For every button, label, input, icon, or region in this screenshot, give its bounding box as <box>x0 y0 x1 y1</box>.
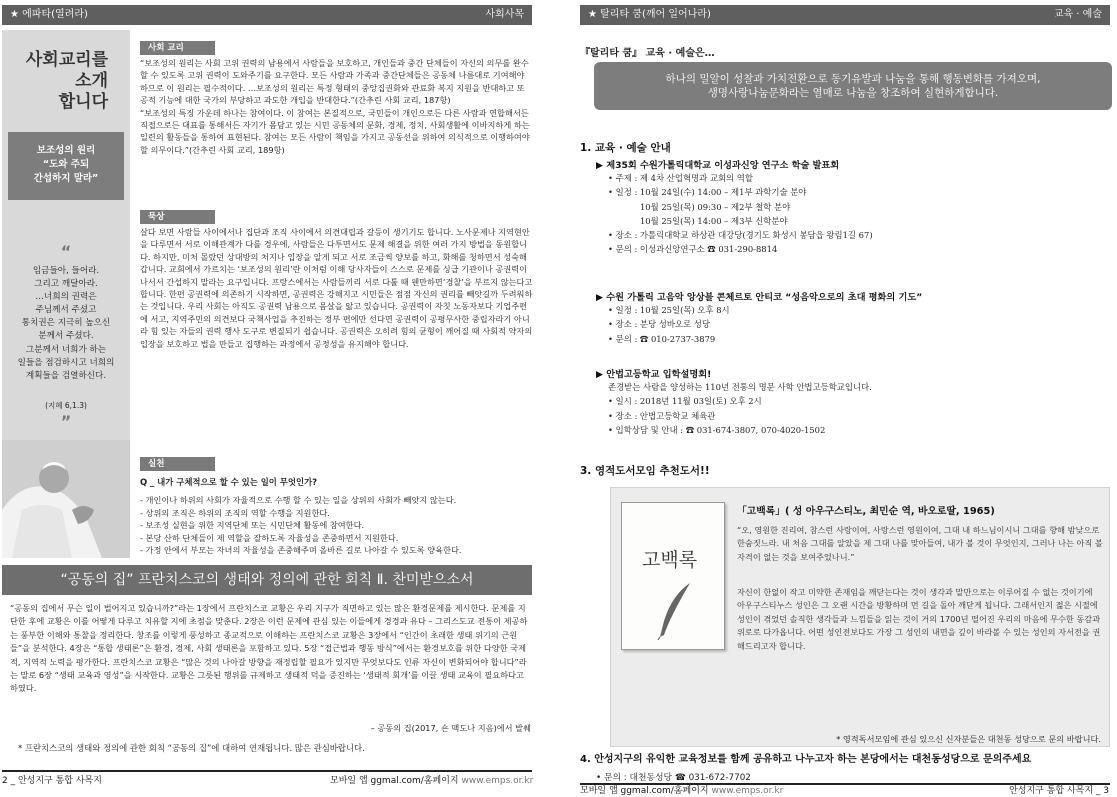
sidebar <box>2 30 130 558</box>
left-page <box>0 0 545 797</box>
laudato-si-note: * 프란치스코의 생태와 정의에 관한 회칙 “공동의 집”에 대하여 연재됩니다. 많은 관심바랍니다. <box>18 743 365 753</box>
practice-item: - 개인이나 하위의 사회가 자율적으로 수행 할 수 있는 일을 상위의 사회가 빼앗지 않는다. <box>140 495 457 505</box>
book-note: * 영적독서모임에 관심 있으신 신자분들은 대천동 성당으로 문의 바랍니다. <box>836 734 1101 744</box>
event-title: ▶ 제35회 수원가톨릭대학교 이성과신앙 연구소 학술 발표회 <box>596 160 840 171</box>
footer-web-prefix: 모바일 앱 ggmal.com/홈페이지 <box>330 776 459 786</box>
quote-open-mark: “ <box>60 242 72 261</box>
book-cover-title: 고백록 <box>642 549 698 571</box>
footer-web-url[interactable]: www.emps.or.kr <box>711 786 784 796</box>
section4-contact: • 문의 : 대천동성당 ☎ 031-672-7702 <box>596 773 751 783</box>
event-details: 존경받는 사람을 양성하는 110년 전통의 명문 사학 안법고등학교입니다. • 일시 : 2018년 11월 03일(토) 오후 2시 • 장소 : 안법고등학교 체육관 • 입학상담 및 안내 : ☎ 031-674-3807, 070-4020-1502 <box>608 382 872 435</box>
laudato-si-text: “공동의 집에서 무슨 일이 벌어지고 있습니까?”라는 1장에서 프란치스코 교황은 우리 지구가 직면하고 있는 많은 환경문제를 제시한다. 문제를 지단한 후에 교황은 이를 어떻게 다루고 치유할 지에 초점을 맞춘다. 2장은 이런 문제에 관심 있는 이들에게 경경과 유다 – 그리스도교 전통이 제공하는 풍부한 이해와 통찰을 정리한다. 창조를 이렇게 풍성하고 종교적으로 이해하는 프란치스코 교황은 3장에서 “인간이 초래한 생태 위기의 근원들”을 분석한다. 4장은 “통합 생태론”은 환경, 경제, 사회 생태론을 포함하고 있다. 5장 “접근법과 행동 방식”에서는 환경보호를 위한 다양한 국제적, 지역적 노력을 평가한다. 프란치스코 교황은 “많은 것의 나아갈 방향을 재정립할 필요가 있지만 무엇보다도 인류 자신이 변화되어야 합니다”라는 말로 6장 “생태 교육과 영성”을 시작한다. 교황은 그릇된 행위를 규제하고 생태적 덕을 증진하는 ‘생태적 회개’를 이끌 생태 교육이 필요하다고 하였다. <box>10 603 528 694</box>
mission-banner: 하나의 밀알이 성찰과 가치전환으로 동기유발과 나눔을 통해 행동변화를 가져오며, 생명사랑나눔문화라는 열매로 나눔을 창조하여 실현하게합니다. <box>594 62 1112 110</box>
footer-rule <box>2 770 532 772</box>
section1-heading: 1. 교육 · 예술 안내 <box>580 142 671 154</box>
book-body: 자신이 한없이 작고 미약한 존재임을 깨닫는다는 것이 생각과 말만으로는 이루어질 수 없는 것이기에 아우구스티누스 성인은 그 오랜 시간을 방황하며 먼 길을 돌아 깨닫게 됩니다. 그래서인지 젊은 시절에 성인이 겪었던 솔직한 생각들과 느낌들을 읽는 것이 거의 1700년 떨어진 우리의 마음에 무수한 동감과 위로로 다가옵니다. 어떤 성인전보다도 가장 그 성인의 내면을 깊이 바라볼 수 있는 성인의 자서전을 권해드리고자 합니다. <box>737 587 1101 651</box>
right-footer-page: 안성지구 통합 사목지 _ 3 <box>1009 786 1109 796</box>
sidebar-quote-ref: (지혜 6,1.3) <box>45 401 87 410</box>
social-teaching-text: “보조성의 원리는 사회 고위 권력의 남용에서 사람들을 보호하고, 개인들과 중간 단체들이 자신의 의무를 완수할 수 있도록 고위 권력이 도와주기를 요구한다. 모든 사람과 가족과 중간단체들은 공동체 나름대로 기여해야 하므로 이 원리는 필수적이다. …보조성의 원리는 특정 형태의 중앙집권화와 관료화 복지 지원을 반대하고 또 공적 기능에 대한 국가의 부당하고 과도한 개입을 반대한다.”(간추린 사회 교리, 187항) “보조성의 특징 가운데 하나는 참여이다. 이 참여는 본질적으로, 국민들이 개인으로든 다른 사람과 연합해서든 직접으로든 대표를 통해서든 자기가 몸담고 있는 시민 공동체의 문화, 경제, 정치, 사회생활에 이바지하게 하는 일련의 활동들을 통하여 표현된다. 참여는 모든 사람이 책임을 가지고 공동선을 위하여 의식적으로 이행하여야 할 의무이다.”(간추린 사회 교리, 189항) <box>140 58 530 155</box>
right-header-title: ★ 탈리타 쿰(깨어 일어나라) <box>588 9 711 20</box>
section4-heading: 4. 안성지구의 유익한 교육정보를 함께 공유하고 나누고자 하는 본당에서는 대천동성당으로 문의주세요 <box>580 754 1032 765</box>
right-footer-web <box>580 785 783 797</box>
right-page-header <box>580 5 1110 25</box>
laudato-si-source: – 공동의 집(2017, 숀 맥도나 지음)에서 발췌 <box>370 723 531 733</box>
left-footer-web <box>330 775 533 787</box>
footer-web-prefix: 모바일 앱 ggmal.com/홈페이지 <box>580 786 709 796</box>
event-title: ▶ 수원 가톨릭 고음악 앙상블 콘체르토 안티코 “성음악으로의 초대 평화의 기도” <box>596 292 923 303</box>
event-details: • 일정 : 10월 25일(목) 오후 8시 • 장소 : 분당 성바오로 성당 • 문의 : ☎ 010-2737-3879 <box>608 305 730 344</box>
practice-item: - 상위의 조직은 하위의 조직의 역할 수행을 지원한다. <box>140 507 330 518</box>
left-header-section: 사회사목 <box>485 9 524 20</box>
principle-box: 보조성의 원리 “도와 주되 간섭하지 말라” <box>8 132 124 200</box>
quote-close-mark: ” <box>60 412 72 431</box>
reflection-label: 묵상 <box>140 210 215 224</box>
left-footer-page: 2 _ 안성지구 통합 사목지 <box>2 776 102 786</box>
practice-question: Q _ 내가 구체적으로 할 수 있는 일이 무엇인가? <box>140 477 318 487</box>
left-page-header <box>2 5 532 25</box>
book-quote: “오, 영원한 진리여, 참스런 사랑이여, 사랑스런 영원이여, 그대 내 하느님이시니 그대를 향해 밤낮으로 한숨짓느라. 내 처음 그대를 알았을 제 그대 나를 맞아들여, 내가 볼 것이 무엇인지, 그러나 나는 아직 볼 자격이 없는 것을 보여주었나니.” <box>737 525 1103 562</box>
laudato-si-banner: “공동의 집” 프란치스코의 생태와 정의에 관한 회칙 Ⅱ. 찬미받으소서 <box>2 565 532 595</box>
event-details: • 주제 : 제 4차 산업혁명과 교회의 역할 • 일정 : 10월 24일(수) 14:00 – 제1부 과학기술 분야 10월 25일(목) 09:30 – 제2부 철학 분야 10월 25일(목) 14:00 – 제3부 신학분야 • 장소 : 가톨릭대학교 하상관 대강당(경기도 화성시 봉담읍 왕림1길 67) • 문의 : 이성과신앙연구소 ☎ 031-290-8814 <box>608 173 873 255</box>
section3-heading: 3. 영적도서모임 추천도서!! <box>580 465 710 477</box>
social-teaching-label: 사회 교리 <box>140 41 215 55</box>
praying-pope-photo <box>2 440 130 558</box>
quill-pen-icon <box>652 581 696 641</box>
event-title: ▶ 안법고등학교 입학설명회! <box>596 369 712 380</box>
footer-web-url[interactable]: www.emps.or.kr <box>461 776 534 786</box>
practice-item: - 본당 산하 단체들이 제 역할을 잘하도록 자율성을 존중하면서 지원한다. <box>140 532 399 543</box>
practice-item: - 가정 안에서 부모는 자녀의 자율성을 존중해주며 올바른 길로 나아갈 수 있도록 양육한다. <box>140 545 462 556</box>
book-recommendation <box>610 487 1110 747</box>
sidebar-quote: 임금들아, 들어라. 그리고 깨달아라. …너희의 권력은 주님께서 주셨고 통치권은 지극히 높으신 분께서 주셨다. 그분께서 너희가 하는 일들을 점검하시고 너희의 계획들을 검열하신다. <box>17 266 115 381</box>
right-page <box>572 0 1117 797</box>
practice-label: 실천 <box>140 457 215 471</box>
book-cover <box>621 502 725 650</box>
practice-list <box>140 494 533 557</box>
book-title: 「고백록」( 성 아우구스티노, 최민순 역, 바오로딸, 1965) <box>737 506 995 517</box>
intro-heading: 『탈리타 쿰』 교육 · 예술은… <box>580 48 715 59</box>
reflection-text: 살다 보면 사람들 사이에서나 집단과 조직 사이에서 의견대립과 갈등이 생기기도 합니다. 노사문제나 지역현안을 다루면서 서로 이해관계가 다를 경우에, 사람들은 다투면서도 문제 해결을 위한 여러 가지 방법을 동원합니다. 하지만, 미처 몰랐던 상대방의 처지나 입장을 알게 되고 서로 조금씩 양보를 하고, 화해를 청하면서 성숙해 갑니다. 교회에서 가르치는 ‘보조성의 원리’란 이처럼 이해 당사자들이 스스로 문제를 싱급 기관이나 공권력이 나서서 간섭하지 말라는 요구입니다. 프랑스에서는 사람들끼리 서로 다툴 때 웬만하면‘경찰’을 부르지 않는다고 합니다. 한편 공권력에 의존하기 시작하면, 공권력은 강해지고 시민들은 점점 자신의 권리를 빼앗길까 두려워하는 것입니다. 우리 사회는 아직도 공권력 남용으로 몸살을 앓고 있습니다. 공권력이 자칫 노동자보다 기업주편에 서고, 지역주민의 의견보다 국책사업을 추진하는 정부 편에만 선다면 공권력이 공평무사한 중립자라기 아니라 힘 있는 자들의 권력 행사 도구로 변질되기 쉽습니다. 공권력은 오히려 힘의 균형이 깨어질 때 사회적 약자의 입장을 보호하고 법을 만들고 집행하는 과정에서 공정성을 유지해야 합니다. <box>140 227 533 349</box>
right-header-section: 교육 · 예술 <box>1053 9 1102 20</box>
practice-item: - 보조성 실현을 위한 지역단체 또는 시민단체 활동에 참여한다. <box>140 520 365 531</box>
left-header-title: ★ 에파타(열려라) <box>10 9 88 20</box>
sidebar-title: 사회교리를 소개 합니다 <box>25 50 108 112</box>
